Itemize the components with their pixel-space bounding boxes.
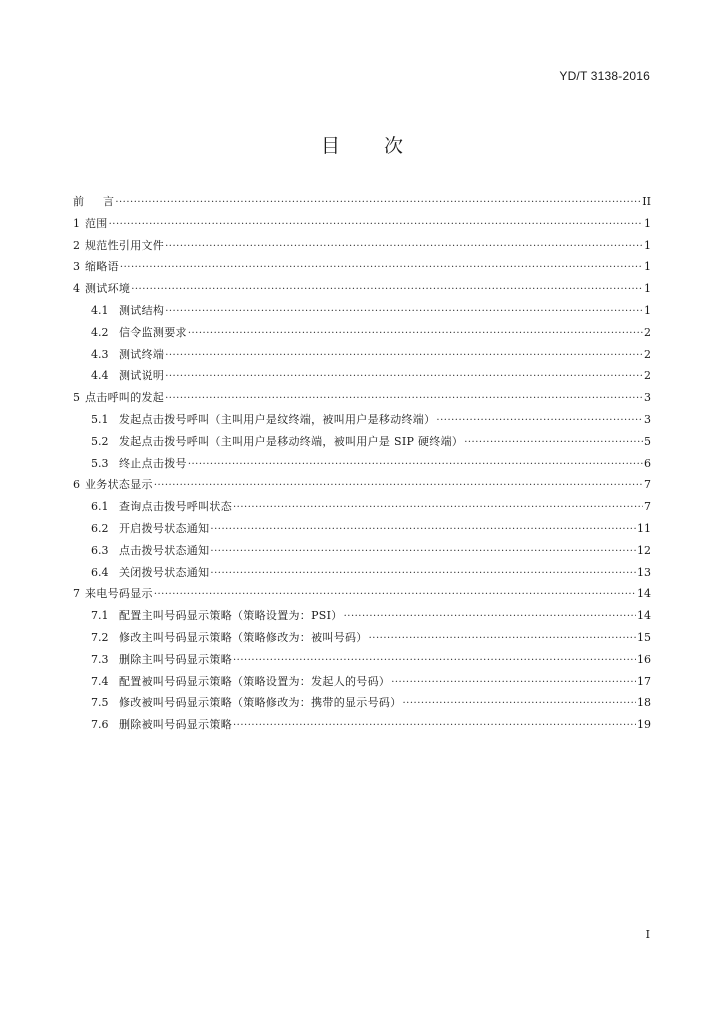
toc-entry-page: 1 — [644, 282, 651, 296]
toc-entry-label: 删除被叫号码显示策略 — [119, 718, 232, 732]
table-of-contents — [73, 193, 651, 738]
toc-leader-dots — [120, 262, 643, 273]
toc-leader-dots — [115, 197, 641, 208]
toc-entry-number: 4 — [73, 282, 80, 296]
toc-entry-number: 1 — [73, 216, 80, 230]
toc-entry[interactable] — [73, 542, 651, 564]
toc-entry-page: 2 — [644, 347, 651, 361]
toc-entry-number: 4.1 — [91, 303, 109, 317]
toc-entry-number: 2 — [73, 238, 80, 252]
toc-leader-dots — [369, 633, 636, 644]
toc-leader-dots — [131, 284, 643, 295]
toc-leader-dots — [109, 219, 643, 230]
toc-leader-dots — [154, 589, 636, 600]
toc-entry-number: 3 — [73, 260, 80, 274]
toc-entry[interactable] — [73, 716, 651, 738]
toc-entry-page: 3 — [644, 391, 651, 405]
toc-entry-label: 点击拨号状态通知 — [119, 543, 210, 557]
toc-entry-number: 5.1 — [91, 412, 109, 426]
toc-leader-dots — [436, 415, 643, 426]
toc-entry-page: 16 — [637, 652, 651, 666]
toc-entry-page: 14 — [637, 587, 651, 601]
toc-entry-label: 信令监测要求 — [119, 325, 187, 339]
toc-entry-label: 范围 — [85, 216, 108, 230]
toc-entry-number: 7.1 — [91, 609, 109, 623]
toc-entry-label: 来电号码显示 — [85, 587, 153, 601]
toc-entry[interactable] — [73, 258, 651, 280]
toc-entry-label: 修改主叫号码显示策略（策略修改为：被叫号码） — [119, 630, 368, 644]
toc-entry-number: 7 — [73, 587, 80, 601]
toc-entry-number: 6 — [73, 478, 80, 492]
toc-entry-number: 7.6 — [91, 718, 109, 732]
toc-entry-page: 7 — [644, 478, 651, 492]
toc-entry[interactable] — [73, 564, 651, 586]
toc-entry-page: 12 — [637, 543, 651, 557]
toc-entry-page: 13 — [637, 565, 651, 579]
toc-entry-label: 言 — [103, 195, 115, 208]
toc-entry-number: 5 — [73, 391, 80, 405]
toc-entry-page: 2 — [644, 369, 651, 383]
toc-entry-label: 关闭拨号状态通知 — [119, 565, 210, 579]
standard-code: YD/T 3138-2016 — [559, 69, 650, 83]
toc-entry[interactable] — [73, 346, 651, 368]
toc-leader-dots — [165, 393, 643, 404]
toc-leader-dots — [165, 306, 643, 317]
toc-leader-dots — [233, 502, 643, 513]
toc-title-part1: 目 — [320, 135, 340, 157]
toc-leader-dots — [188, 328, 643, 339]
toc-entry-page: 1 — [644, 260, 651, 274]
toc-entry-label: 业务状态显示 — [85, 478, 153, 492]
toc-leader-dots — [188, 459, 643, 470]
toc-title-part2: 次 — [384, 135, 404, 157]
toc-entry[interactable] — [73, 215, 651, 237]
toc-leader-dots — [403, 698, 637, 709]
toc-entry[interactable] — [73, 476, 651, 498]
toc-entry-number: 6.4 — [91, 565, 109, 579]
toc-leader-dots — [233, 720, 636, 731]
toc-leader-dots — [464, 437, 643, 448]
toc-entry-page: 7 — [644, 500, 651, 514]
toc-leader-dots — [210, 568, 636, 579]
toc-entry[interactable] — [73, 324, 651, 346]
toc-entry[interactable] — [73, 302, 651, 324]
toc-entry-label: 发起点击拨号呼叫（主叫用户是纹终端，被叫用户是移动终端） — [119, 412, 436, 426]
toc-entry-page: II — [642, 195, 651, 208]
toc-entry-page: 15 — [637, 630, 651, 644]
toc-entry-label: 配置主叫号码显示策略（策略设置为：PSI） — [119, 609, 343, 623]
toc-entry-number: 7.4 — [91, 674, 109, 688]
toc-entry-number: 5.3 — [91, 456, 109, 470]
toc-entry-number: 4.3 — [91, 347, 109, 361]
toc-entry-number: 6.1 — [91, 500, 109, 514]
toc-entry-label: 开启拨号状态通知 — [119, 521, 210, 535]
toc-leader-dots — [210, 524, 636, 535]
toc-entry[interactable] — [73, 193, 651, 215]
toc-entry-label: 缩略语 — [85, 260, 119, 274]
toc-entry-label: 查询点击拨号呼叫状态 — [119, 500, 232, 514]
toc-entry[interactable] — [73, 455, 651, 477]
toc-leader-dots — [344, 611, 636, 622]
toc-entry[interactable] — [73, 498, 651, 520]
toc-entry-number: 7.2 — [91, 630, 109, 644]
toc-entry[interactable] — [73, 651, 651, 673]
toc-entry[interactable] — [73, 280, 651, 302]
toc-entry-page: 1 — [644, 216, 651, 230]
toc-leader-dots — [154, 480, 643, 491]
toc-entry-page: 1 — [644, 303, 651, 317]
toc-entry[interactable] — [73, 367, 651, 389]
toc-entry-page: 17 — [637, 674, 651, 688]
toc-entry-label: 终止点击拨号 — [119, 456, 187, 470]
page-number: I — [645, 928, 650, 941]
toc-leader-dots — [165, 371, 643, 382]
toc-entry-label: 测试结构 — [119, 303, 165, 317]
toc-entry-label: 配置被叫号码显示策略（策略设置为：发起人的号码） — [119, 674, 391, 688]
toc-entry[interactable] — [73, 411, 651, 433]
toc-entry-page: 1 — [644, 238, 651, 252]
toc-entry-label: 测试环境 — [85, 282, 131, 296]
toc-entry[interactable] — [73, 389, 651, 411]
toc-entry-label: 修改被叫号码显示策略（策略修改为：携带的显示号码） — [119, 696, 402, 710]
toc-entry-number: 前 — [73, 195, 84, 208]
toc-leader-dots — [210, 546, 636, 557]
toc-entry-page: 14 — [637, 609, 651, 623]
toc-leader-dots — [165, 350, 643, 361]
toc-entry[interactable] — [73, 520, 651, 542]
toc-entry-page: 3 — [644, 412, 651, 426]
toc-entry-page: 19 — [637, 718, 651, 732]
toc-title — [0, 131, 724, 158]
toc-entry-number: 5.2 — [91, 434, 109, 448]
toc-entry-number: 7.5 — [91, 696, 109, 710]
toc-entry[interactable] — [73, 433, 651, 455]
toc-entry[interactable] — [73, 237, 651, 259]
toc-entry-page: 6 — [644, 456, 651, 470]
toc-leader-dots — [165, 241, 643, 252]
toc-entry-label: 规范性引用文件 — [85, 238, 165, 252]
toc-entry-label: 删除主叫号码显示策略 — [119, 652, 232, 666]
toc-entry[interactable] — [73, 585, 651, 607]
toc-entry-label: 点击呼叫的发起 — [85, 391, 165, 405]
toc-entry-number: 6.2 — [91, 521, 109, 535]
toc-leader-dots — [391, 677, 636, 688]
toc-entry-page: 5 — [644, 434, 651, 448]
toc-entry[interactable] — [73, 607, 651, 629]
toc-entry-label: 测试终端 — [119, 347, 165, 361]
toc-entry-label: 测试说明 — [119, 369, 165, 383]
toc-entry[interactable] — [73, 673, 651, 695]
toc-entry-label: 发起点击拨号呼叫（主叫用户是移动终端，被叫用户是 SIP 硬终端） — [119, 434, 464, 448]
toc-entry-page: 11 — [637, 521, 651, 535]
toc-entry[interactable] — [73, 694, 651, 716]
toc-entry-number: 7.3 — [91, 652, 109, 666]
toc-entry-page: 2 — [644, 325, 651, 339]
toc-entry[interactable] — [73, 629, 651, 651]
toc-entry-page: 18 — [637, 696, 651, 710]
toc-entry-number: 6.3 — [91, 543, 109, 557]
toc-entry-number: 4.2 — [91, 325, 109, 339]
toc-leader-dots — [233, 655, 636, 666]
toc-entry-number: 4.4 — [91, 369, 109, 383]
